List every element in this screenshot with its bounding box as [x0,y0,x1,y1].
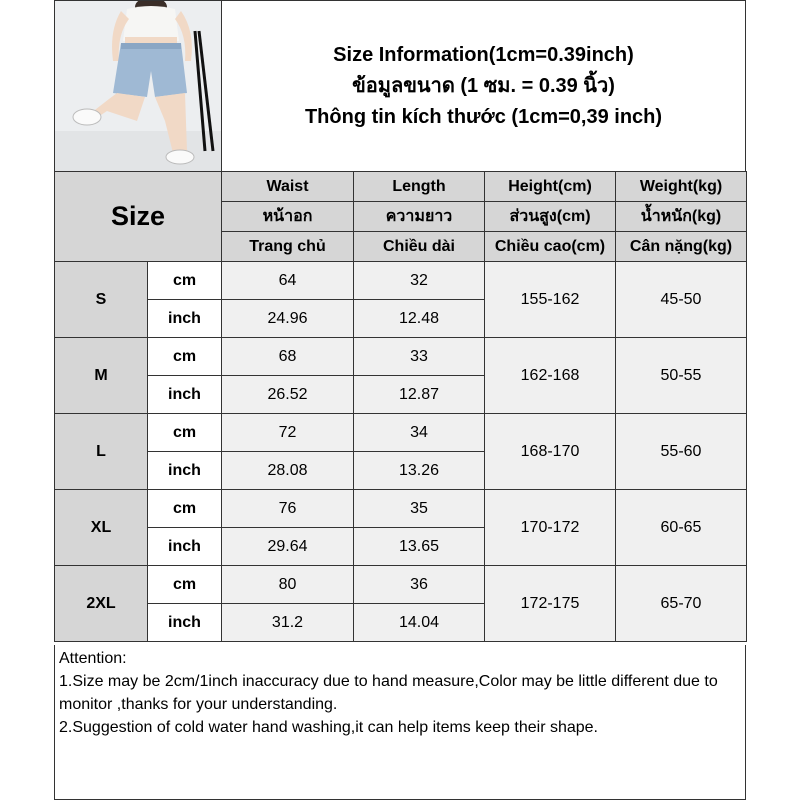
height-range: 172-175 [485,566,616,642]
size-table [54,171,747,642]
weight-range: 45-50 [616,262,747,338]
waist-inch: 24.96 [222,300,354,338]
unit-label: inch [148,452,222,490]
unit-label: cm [148,262,222,300]
product-photo [55,1,222,171]
waist-cm: 68 [222,338,354,376]
column-header-weight-viet: Cân nặng(kg) [616,232,747,262]
waist-inch: 31.2 [222,604,354,642]
table-row [55,338,747,376]
height-range: 155-162 [485,262,616,338]
unit-label: inch [148,376,222,414]
length-inch: 13.65 [354,528,485,566]
title-vietnamese: Thông tin kích thước (1cm=0,39 inch) [304,105,663,128]
note-item: 1.Size may be 2cm/1inch inaccuracy due to hand measure,Color may be little different due to monitor ,thanks for your understanding. [59,673,718,713]
length-inch: 13.26 [354,452,485,490]
column-header-height-viet: Chiều cao(cm) [485,232,616,262]
column-header-waist: Waist [222,172,354,202]
title-thai: ข้อมูลขนาด (1 ซม. = 0.39 นิ้ว) [352,74,615,97]
unit-label: cm [148,338,222,376]
waist-cm: 64 [222,262,354,300]
title-block [222,1,745,171]
column-header-waist-viet: Trang chủ [222,232,354,262]
note-item: 2.Suggestion of cold water hand washing,it can help items keep their shape. [59,719,598,736]
height-range: 168-170 [485,414,616,490]
column-header-length-viet: Chiều dài [354,232,485,262]
length-cm: 34 [354,414,485,452]
size-label: M [55,338,148,414]
table-row [55,262,747,300]
attention-notes [54,645,746,800]
waist-cm: 80 [222,566,354,604]
unit-label: inch [148,604,222,642]
size-header: Size [55,172,222,262]
chart-header [54,0,746,172]
column-header-waist-thai: หน้าอก [222,202,354,232]
weight-range: 65-70 [616,566,747,642]
model-in-denim-shorts-image [55,1,222,171]
unit-label: inch [148,528,222,566]
length-cm: 35 [354,490,485,528]
title-english: Size Information(1cm=0.39inch) [333,43,634,66]
length-inch: 12.48 [354,300,485,338]
unit-label: cm [148,566,222,604]
column-header-length: Length [354,172,485,202]
weight-range: 60-65 [616,490,747,566]
length-cm: 36 [354,566,485,604]
unit-label: cm [148,414,222,452]
unit-label: cm [148,490,222,528]
height-range: 170-172 [485,490,616,566]
table-row [55,414,747,452]
length-cm: 33 [354,338,485,376]
unit-label: inch [148,300,222,338]
table-row [55,490,747,528]
waist-cm: 72 [222,414,354,452]
size-label: S [55,262,148,338]
weight-range: 50-55 [616,338,747,414]
column-header-length-thai: ความยาว [354,202,485,232]
length-cm: 32 [354,262,485,300]
column-header-height-thai: ส่วนสูง(cm) [485,202,616,232]
size-label: L [55,414,148,490]
size-chart [54,0,746,800]
waist-inch: 28.08 [222,452,354,490]
length-inch: 12.87 [354,376,485,414]
waist-inch: 29.64 [222,528,354,566]
column-header-height: Height(cm) [485,172,616,202]
size-label: 2XL [55,566,148,642]
column-header-weight: Weight(kg) [616,172,747,202]
size-label: XL [55,490,148,566]
length-inch: 14.04 [354,604,485,642]
column-header-weight-thai: น้ำหนัก(kg) [616,202,747,232]
notes-heading: Attention: [59,650,127,667]
table-row [55,566,747,604]
waist-cm: 76 [222,490,354,528]
waist-inch: 26.52 [222,376,354,414]
height-range: 162-168 [485,338,616,414]
weight-range: 55-60 [616,414,747,490]
table-header-row [55,172,747,202]
